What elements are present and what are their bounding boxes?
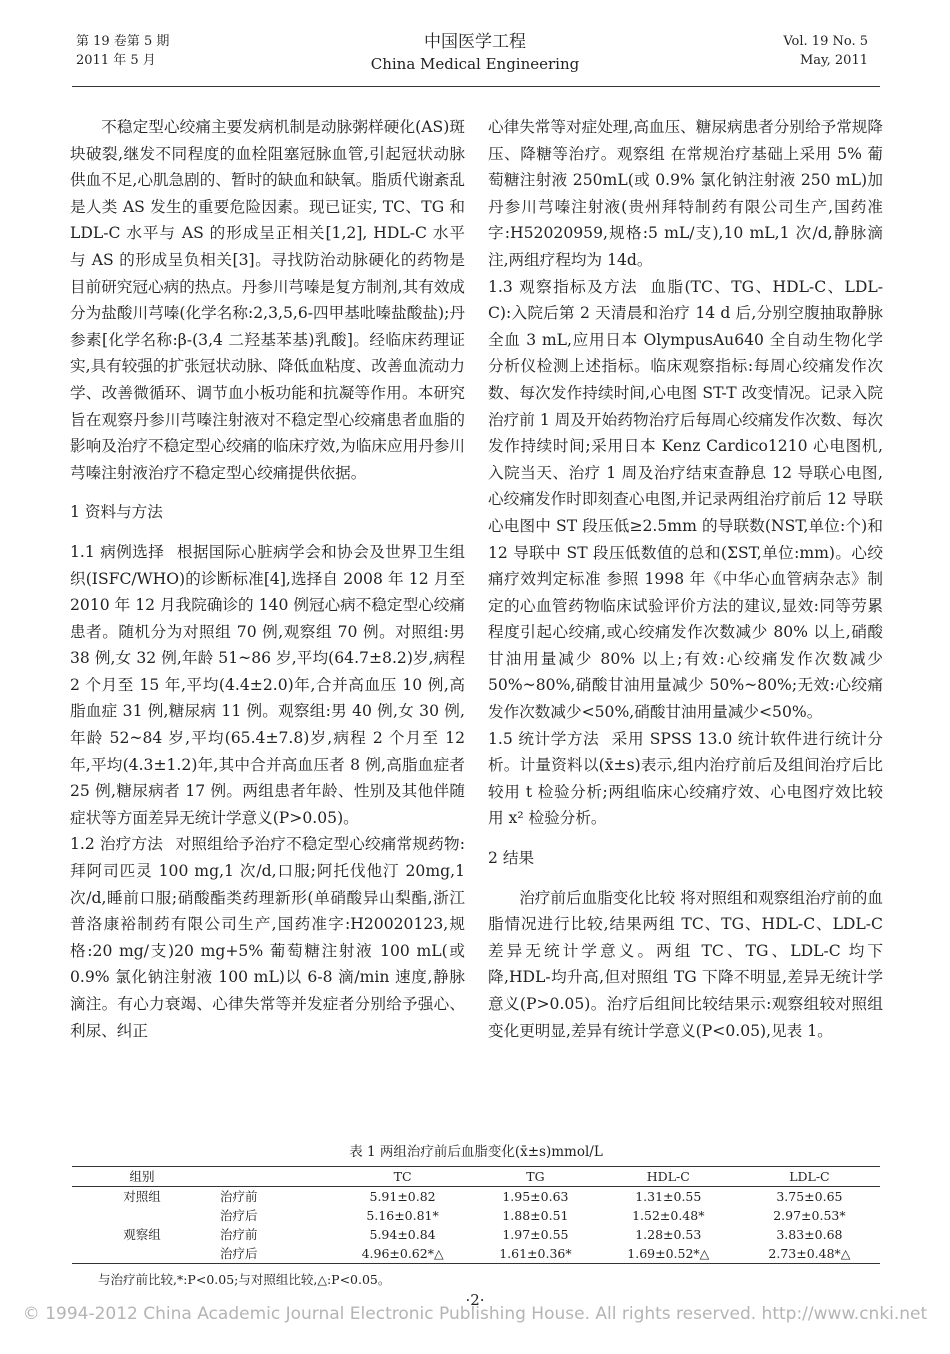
cell-tg: 1.95±0.63 [502,1189,569,1204]
left-column [70,114,465,1044]
cell-tc: 5.94±0.84 [369,1227,436,1242]
cell-hdl: 1.28±0.53 [635,1227,702,1242]
cell-tc: 5.91±0.82 [369,1189,436,1204]
cell-ldl: 2.97±0.53* [773,1208,846,1223]
cell-ldl: 3.83±0.68 [776,1227,843,1242]
subsection-1-5-text: 采用 SPSS 13.0 统计软件进行统计分析。计量资料以(x̄±s)表示,组内治疗前后及组间治疗后比较用 t 检验分析;两组临床心绞痛疗效、心电图疗效比较用 x² 检验分析。 [488,729,883,828]
cell-tg: 1.97±0.55 [502,1227,569,1242]
volume-issue: 第 19 卷第 5 期 [76,34,170,49]
table-note: 与治疗前比较,*:P<0.05;与对照组比较,△:P<0.05。 [98,1272,391,1287]
table-caption: 表 1 两组治疗前后血脂变化(x̄±s)mmol/L [349,1144,603,1160]
intro-paragraph: 不稳定型心绞痛主要发病机制是动脉粥样硬化(AS)斑块破裂,继发不同程度的血栓阻塞冠脉血管,引起冠状动脉供血不足,心肌急剧的、暂时的缺血和缺氧。脂质代谢紊乱是人类 AS 发生的重要危险因素。现已证实, TC、TG 和 LDL-C 水平与 AS 的形成呈正相关[1,2], HDL-C 水平与 AS 的形成呈负相关[3]。寻找防治动脉硬化的药物是目前研究冠心病的热点。丹参川芎嗪是复方制剂,其有效成分为盐酸川芎嗪(化学名称:2,3,5,6-四甲基吡嗪盐酸盐);丹参素[化学名称:β-(3,4 二羟基苯基)乳酸]。经临床药理证实,具有较强的扩张冠状动脉、降低血粘度、改善血流动力学、改善微循环、调节血小板功能和抗凝等作用。本研究旨在观察丹参川芎嗪注射液对不稳定型心绞痛患者血脂的影响及治疗不稳定型心绞痛的临床疗效,为临床应用丹参川芎嗪注射液治疗不稳定型心绞痛提供依据。 [70,118,465,482]
cell-time: 治疗后 [220,1246,258,1261]
copyright-footer: © 1994-2012 China Academic Journal Electronic Publishing House. All rights reserved. http://www.cnki.net [22,1304,928,1324]
cell-group: 观察组 [123,1227,161,1242]
volume-issue-en: Vol. 19 No. 5 [783,34,868,49]
table-row [72,1187,880,1207]
cell-time: 治疗后 [220,1208,258,1223]
table-row [72,1206,880,1225]
results-paragraph: 治疗前后血脂变化比较 将对照组和观察组治疗前的血脂情况进行比较,结果两组 TC、TG、HDL-C、LDL-C 差异无统计学意义。两组 TC、TG、LDL-C 均下降,HDL-均升高,但对照组 TG 下降不明显,差异无统计学意义(P>0.05)。治疗后组间比较结果示:观察组较对照组变化更明显,差异有统计学意义(P<0.05),见表 1。 [488,888,883,1040]
cell-time: 治疗前 [220,1227,258,1242]
journal-title-en: China Medical Engineering [370,55,580,73]
subsection-1-2-title: 1.2 治疗方法 [70,835,164,854]
section-1-heading: 1 资料与方法 [70,503,163,522]
subsection-1-5-title: 1.5 统计学方法 [488,729,600,748]
cell-hdl: 1.31±0.55 [635,1189,702,1204]
publish-date-en: May, 2011 [799,53,868,68]
header-ldl: LDL-C [789,1169,830,1184]
table-row [72,1225,880,1244]
cell-hdl: 1.52±0.48* [632,1208,705,1223]
cell-hdl: 1.69±0.52*△ [627,1246,710,1261]
cell-group [72,1244,212,1264]
treatment-continued: 心律失常等对症处理,高血压、糖尿病患者分别给予常规降压、降糖等治疗。观察组 在常规治疗基础上采用 5% 葡萄糖注射液 250mL(或 0.9% 氯化钠注射液 250 mL)加丹参川芎嗪注射液(贵州拜特制药有限公司生产,国药准字:H52020959,规格:5 mL/支),10 mL,1 次/d,静脉滴注,两组疗程均为 14d。 [488,118,883,269]
subsection-1-5 [488,726,883,832]
table-1 [72,1142,880,1290]
subsection-1-3-text: 血脂(TC、TG、HDL-C、LDL-C):入院后第 2 天清晨和治疗 14 d 后,分别空腹抽取静脉全血 3 mL,应用日本 OlympusAu640 全自动生物化学分析仪检测上述指标。临床观察指标:每周心绞痛发作次数、每次发作持续时间,心电图 ST-T 改变情况。记录入院治疗前 1 周及开始药物治疗后每周心绞痛发作次数、每次发作持续时间;采用日本 Kenz Cardico1210 心电图机,入院当天、治疗 1 周及治疗结束查静息 12 导联心电图,心绞痛发作时即刻查心电图,并记录两组治疗前后 12 导联心电图中 ST 段压低≥2.5mm 的导联数(NST,单位:个)和 12 导联中 ST 段压低数值的总和(ΣST,单位:mm)。心绞痛疗效判定标准 参照 1998 年《中华心血管病杂志》制定的心血管药物临床试验评价方法的建议,显效:同等劳累程度引起心绞痛,或心绞痛发作次数减少 80% 以上,硝酸甘油用量减少 80% 以上;有效:心绞痛发作次数减少 50%~80%,硝酸甘油用量减少 50%~80%;无效:心绞痛发作次数减少<50%,硝酸甘油用量减少<50%。 [488,277,883,722]
cell-tg: 1.61±0.36* [499,1246,572,1261]
header-rule [72,86,880,87]
cell-time: 治疗前 [220,1189,258,1204]
publish-date: 2011 年 5 月 [76,53,156,68]
header-hdl: HDL-C [646,1169,690,1184]
subsection-1-1 [70,539,465,832]
lipid-table [72,1166,880,1264]
cell-ldl: 3.75±0.65 [776,1189,843,1204]
table-header-row [72,1167,880,1187]
cell-tc: 4.96±0.62*△ [361,1246,444,1261]
section-2-heading: 2 结果 [488,849,535,868]
subsection-1-1-text: 根据国际心脏病学会和协会及世界卫生组织(ISFC/WHO)的诊断标准[4],选择自 2008 年 12 月至 2010 年 12 月我院确诊的 140 例冠心病不稳定型心绞痛患者。随机分为对照组 70 例,观察组 70 例。对照组:男 38 例,女 32 例,年龄 51~86 岁,平均(64.7±8.2)岁,病程 2 个月至 15 年,平均(4.4±2.0)年,合并高血压 10 例,高脂血症 31 例,糖尿病 11 例。观察组:男 40 例,女 30 例,年龄 52~84 岁,平均(65.4±7.8)岁,病程 2 个月至 12 年,平均(4.3±1.2)年,其中合并高血压者 8 例,高脂血症者 25 例,糖尿病者 17 例。两组患者年龄、性别及其他伴随症状等方面差异无统计学意义(P>0.05)。 [70,542,465,827]
cell-tc: 5.16±0.81* [366,1208,439,1223]
journal-issue-en [783,32,868,70]
cell-tg: 1.88±0.51 [502,1208,569,1223]
cell-group [72,1206,212,1225]
cell-ldl: 2.73±0.48*△ [768,1246,851,1261]
subsection-1-1-title: 1.1 病例选择 [70,542,165,561]
cell-group: 对照组 [123,1189,161,1204]
subsection-1-2-text: 对照组给予治疗不稳定型心绞痛常规药物:拜阿司匹灵 100 mg,1 次/d,口服;阿托伐他汀 20mg,1 次/d,睡前口服;硝酸酯类药理新形(单硝酸异山梨酯,浙江普洛康裕制药有限公司生产,国药准字:H20020123,规格:20 mg/支)20 mg+5% 葡萄糖注射液 100 mL(或 0.9% 氯化钠注射液 100 mL)以 6-8 滴/min 速度,静脉滴注。有心力衰竭、心律失常等并发症者分别给予强心、利尿、纠正 [70,835,465,1040]
header-time [212,1167,332,1187]
header-group: 组别 [129,1169,155,1184]
header-tg: TG [526,1169,545,1184]
right-column [488,114,883,1044]
subsection-1-3 [488,274,883,726]
subsection-1-3-title: 1.3 观察指标及方法 [488,277,639,296]
page-number: ·2· [465,1291,485,1309]
header-tc: TC [393,1169,412,1184]
table-row [72,1244,880,1264]
journal-title-cn: 中国医学工程 [424,32,526,52]
subsection-1-2 [70,831,465,1044]
